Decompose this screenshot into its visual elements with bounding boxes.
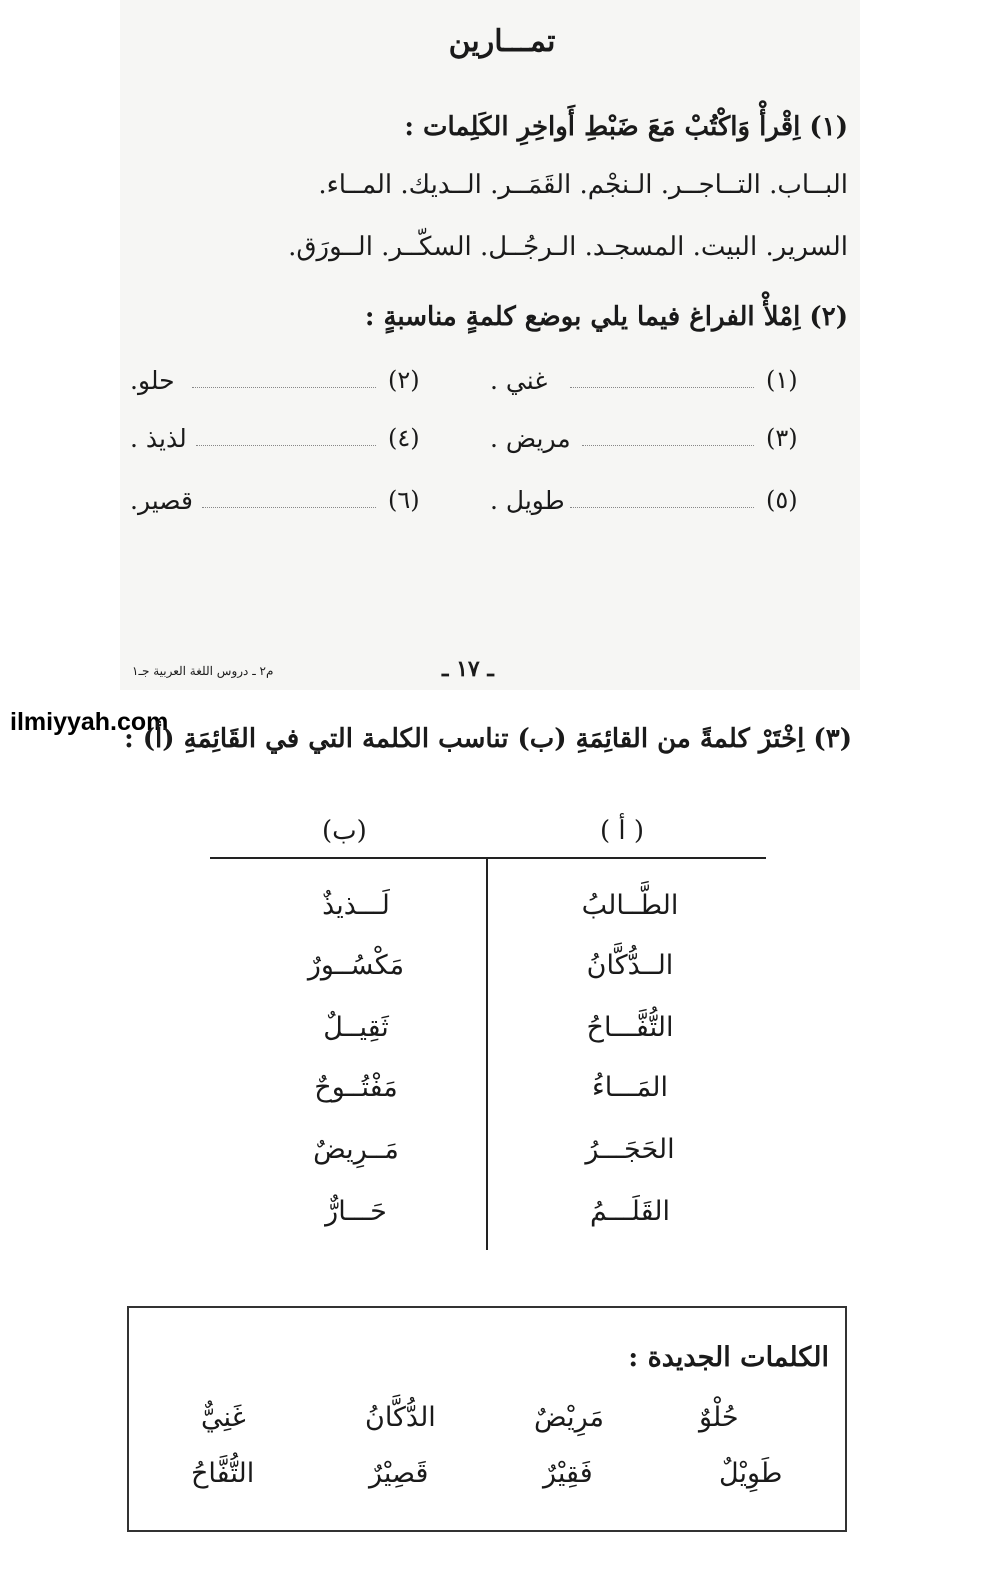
exercise-1-heading: (١) اِقْرأْ وَاكْتُبْ مَعَ ضَبْطِ أَواخِرِ الكَلِمات : <box>404 112 848 142</box>
item-number: (٥) <box>766 486 798 514</box>
list-a-item: الطَّــالبُ <box>581 890 679 921</box>
list-b-item: مَفْتُــوحٌ <box>314 1072 398 1103</box>
list-b-item: ثَقِيــلٌ <box>323 1012 389 1043</box>
column-b-label: (ب) <box>322 816 367 846</box>
new-word: التُّفَّاحُ <box>191 1458 255 1489</box>
list-a-item: التُّفَّـــاحُ <box>586 1012 674 1043</box>
new-word: مَرِيْضٌ <box>534 1402 604 1433</box>
exercise-1-line-2: السرير. البيت. المسجـد. الـرجُــل. السكّــر. الــورَق. <box>288 232 848 262</box>
item-word: طويل . <box>490 486 565 515</box>
list-b-item: حَـــارٌّ <box>325 1196 387 1227</box>
new-word: فَقِيْرٌ <box>543 1458 593 1489</box>
page-number: ـ ١٧ ـ <box>442 656 494 682</box>
new-word: حُلْوٌ <box>699 1402 739 1433</box>
new-word: قَصِيْرٌ <box>369 1458 429 1489</box>
item-word: قصير. <box>130 486 193 515</box>
blank-line[interactable] <box>192 386 376 388</box>
item-number: (٦) <box>388 486 420 514</box>
exercise-3-heading: (٣) اِخْتَرْ كلمةً من القائِمَةِ (ب) تناسب الكلمة التي في القَائِمَةِ (أ) : <box>124 724 852 754</box>
exercise-2-heading: (٢) اِمْلأْ الفراغ فيما يلي بوضع كلمةٍ مناسبةٍ : <box>364 302 848 332</box>
item-word: مريض . <box>490 424 571 453</box>
blank-line[interactable] <box>570 506 754 508</box>
list-a-item: المَـــاءُ <box>592 1072 668 1103</box>
item-number: (٤) <box>388 424 420 452</box>
new-words-heading: الكلمات الجديدة : <box>628 1342 829 1373</box>
list-b-item: مَكْسُــورٌ <box>307 950 405 981</box>
new-words-box <box>127 1306 847 1532</box>
list-a-item: الــدُّكَّانُ <box>586 950 674 981</box>
column-a-label: ( أ ) <box>600 816 645 846</box>
table-header-rule <box>210 857 766 859</box>
list-b-item: مَــرِيضٌ <box>313 1134 399 1165</box>
page-17-background <box>120 0 860 690</box>
item-word: لذيذ . <box>130 424 187 453</box>
new-word: غَنِيٌّ <box>201 1402 246 1433</box>
item-number: (١) <box>766 366 798 394</box>
blank-line[interactable] <box>202 506 376 508</box>
page-title: تمـــارين <box>448 24 556 59</box>
item-number: (٢) <box>388 366 420 394</box>
new-word: الدُّكَّانُ <box>365 1402 436 1433</box>
blank-line[interactable] <box>196 444 376 446</box>
item-word: حلو. <box>130 366 175 395</box>
list-a-item: القَلَـــمُ <box>589 1196 671 1227</box>
item-number: (٣) <box>766 424 798 452</box>
list-a-item: الحَجَـــرُ <box>585 1134 675 1165</box>
blank-line[interactable] <box>570 386 754 388</box>
item-word: غني . <box>490 366 548 395</box>
new-word: طَوِيْلٌ <box>719 1458 783 1489</box>
book-footer: م٢ ـ دروس اللغة العربية جـ١ <box>132 664 274 678</box>
list-b-item: لَـــذيذٌ <box>322 890 390 921</box>
exercise-1-line-1: البــاب. التــاجــر. الـنجْم. القَمَــر. الــديك. المــاء. <box>318 170 848 200</box>
table-column-divider <box>486 858 488 1250</box>
watermark: ilmiyyah.com <box>10 708 169 736</box>
blank-line[interactable] <box>582 444 754 446</box>
